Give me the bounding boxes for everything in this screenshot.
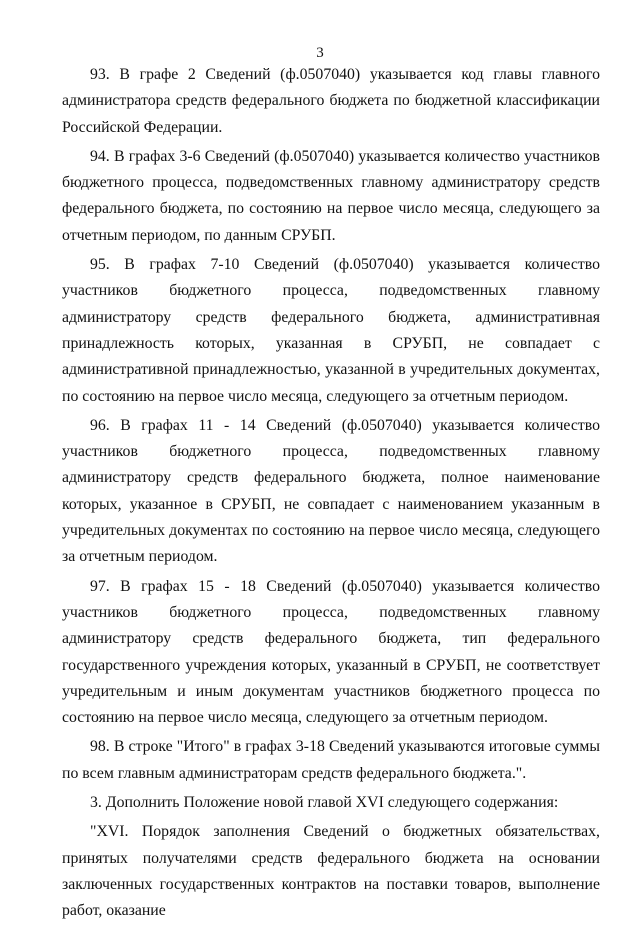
paragraph-96: 96. В графах 11 - 14 Сведений (ф.0507040) указывается количество участников бюджетного процесса, подведомственных главному администратору средств федерального бюджета, полное наименование которых, указанное в СРУБП, не совпадает с наименованием указанным в учредительных документах по состоянию на первое число месяца, следующего за отчетным периодом. [62, 416, 600, 566]
paragraph-97: 97. В графах 15 - 18 Сведений (ф.0507040) указывается количество участников бюджетного процесса, подведомственных главному администратору средств федерального бюджета, тип федерального государственного учреждения которых, указанный в СРУБП, не соответствует учредительным и иным документам участников бюджетного процесса по состоянию на первое число месяца, следующего за отчетным периодом. [62, 577, 600, 727]
paragraph-chapter-xvi: "XVI. Порядок заполнения Сведений о бюджетных обязательствах, принятых получателями средств федерального бюджета на основании заключенных государственных контрактов на поставки товаров, выполнение работ, оказание [62, 823, 600, 920]
paragraph-amendment-3: 3. Дополнить Положение новой главой XVI следующего содержания: [90, 794, 559, 812]
paragraph-98: 98. В строке "Итого" в графах 3-18 Сведений указываются итоговые суммы по всем главным администраторам средств федерального бюджета.". [62, 738, 600, 782]
page-number: 3 [316, 45, 324, 61]
document-body [62, 62, 600, 928]
paragraph-94: 94. В графах 3-6 Сведений (ф.0507040) указывается количество участников бюджетного процесса, подведомственных главному администратору средств федерального бюджета, по состоянию на первое число месяца, следующего за отчетным периодом, по данным СРУБП. [62, 147, 600, 244]
paragraph-95: 95. В графах 7-10 Сведений (ф.0507040) указывается количество участников бюджетного процесса, подведомственных главному администратору средств федерального бюджета, административная принадлежность которых, указанная в СРУБП, не совпадает с административной принадлежностью, указанной в учредительных документах, по состоянию на первое число месяца, следующего за отчетным периодом. [62, 256, 600, 405]
paragraph-93: 93. В графе 2 Сведений (ф.0507040) указывается код главы главного администратора средств федерального бюджета по бюджетной классификации Российской Федерации. [62, 66, 600, 136]
